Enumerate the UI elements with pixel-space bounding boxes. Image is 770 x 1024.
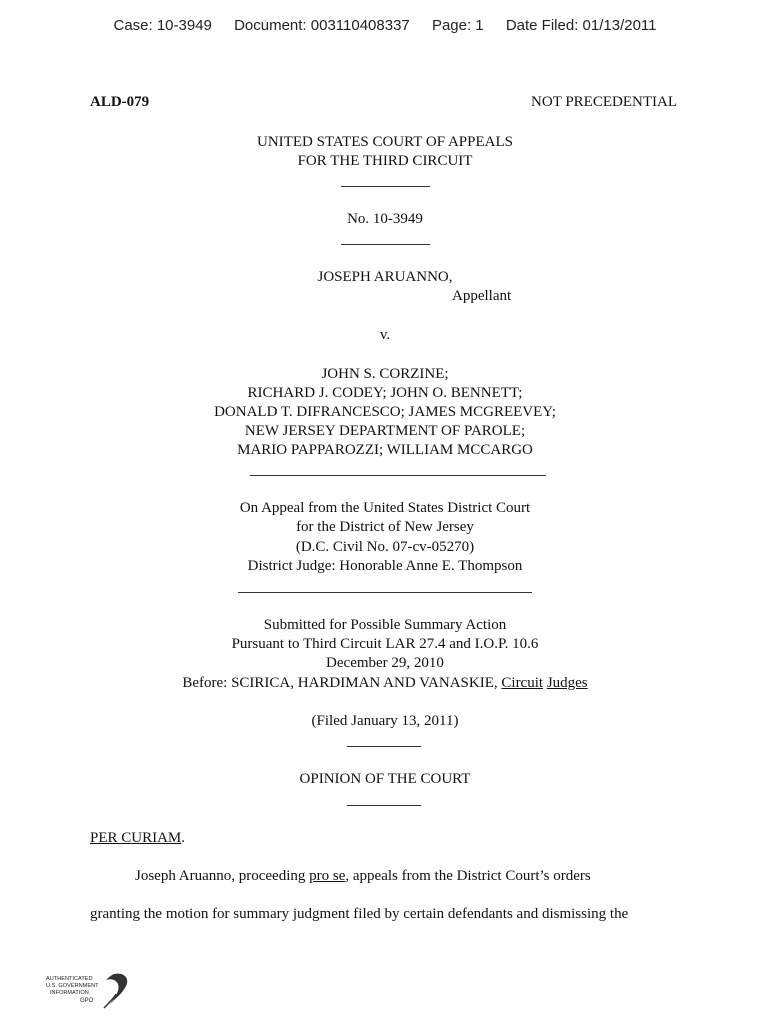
appellee-line: JOHN S. CORZINE; — [321, 366, 449, 382]
divider — [341, 186, 430, 187]
court-name-line2: FOR THE THIRD CIRCUIT — [297, 153, 473, 169]
versus: v. — [379, 327, 391, 343]
appellee-line: DONALD T. DIFRANCESCO; JAMES MCGREEVEY; — [214, 404, 556, 420]
logo-text-line2: U.S. GOVERNMENT — [46, 983, 99, 989]
logo-text-gpo: GPO — [80, 998, 94, 1004]
district-judge: District Judge: Honorable Anne E. Thompson — [247, 558, 523, 574]
precedential-status: NOT PRECEDENTIAL — [531, 94, 677, 110]
appellant-name: JOSEPH ARUANNO, — [317, 269, 453, 285]
opinion-title: OPINION OF THE COURT — [299, 771, 471, 787]
court-name-line1: UNITED STATES COURT OF APPEALS — [257, 134, 513, 150]
docket-code: ALD-079 — [90, 94, 150, 110]
per-curiam-period: . — [181, 830, 186, 846]
logo-text-line1: AUTHENTICATED — [46, 976, 93, 982]
per-curiam-label: PER CURIAM — [90, 830, 182, 846]
judges-word: Judges — [546, 675, 588, 691]
submitted-line: Pursuant to Third Circuit LAR 27.4 and I.O.P. 10.6 — [231, 636, 539, 652]
appellee-line: MARIO PAPPAROZZI; WILLIAM MCCARGO — [237, 442, 533, 458]
filed-date: (Filed January 13, 2011) — [311, 713, 459, 729]
opinion-paragraph-line: granting the motion for summary judgment filed by certain defendants and dismissing the — [90, 906, 629, 922]
appeal-line: for the District of New Jersey — [296, 519, 474, 535]
appeal-line: On Appeal from the United States District Court — [239, 500, 531, 516]
submitted-line: Submitted for Possible Summary Action — [263, 617, 507, 633]
page-number: Page: 1 — [431, 17, 484, 34]
submitted-date: December 29, 2010 — [326, 655, 444, 671]
panel-judges-names: Before: SCIRICA, HARDIMAN AND VANASKIE, — [182, 675, 502, 691]
filing-header — [0, 17, 770, 34]
appellee-line: RICHARD J. CODEY; JOHN O. BENNETT; — [247, 385, 523, 401]
eagle-icon — [44, 968, 134, 1014]
date-filed: Date Filed: 01/13/2011 — [505, 17, 657, 34]
divider — [250, 475, 546, 476]
divider — [238, 592, 532, 593]
appellee-line: NEW JERSEY DEPARTMENT OF PAROLE; — [244, 423, 526, 439]
appeal-line: (D.C. Civil No. 07-cv-05270) — [295, 539, 475, 555]
case-number: Case: 10-3949 — [113, 17, 212, 34]
paragraph-text: Joseph Aruanno, proceeding — [135, 868, 310, 884]
gpo-authenticated-logo — [44, 968, 134, 1014]
divider — [347, 746, 421, 747]
logo-text-line3: INFORMATION — [50, 990, 89, 996]
document-number: Document: 003110408337 — [234, 17, 410, 34]
opinion-paragraph-line — [90, 868, 690, 885]
appellant-role: Appellant — [452, 288, 512, 304]
paragraph-text: , appeals from the District Court’s orders — [345, 868, 591, 884]
pro-se-term: pro se — [309, 868, 346, 884]
divider — [347, 805, 421, 806]
circuit-word: Circuit — [501, 675, 544, 691]
case-no: No. 10-3949 — [347, 211, 423, 227]
per-curiam — [90, 829, 185, 849]
panel-judges — [0, 674, 770, 694]
divider — [341, 244, 430, 245]
